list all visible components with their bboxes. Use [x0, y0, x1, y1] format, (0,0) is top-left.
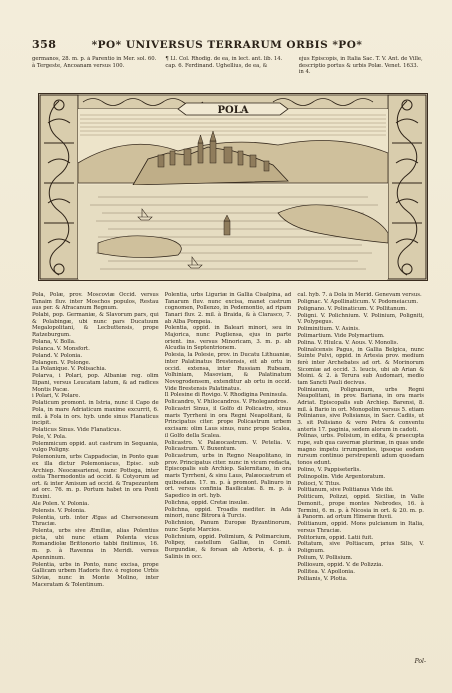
woodcut-illustration — [38, 93, 428, 281]
dictionary-entry: Polemonium, urbs Cappadociæ, in Ponto quæ ex illa dictur Polemoniacus, Episc. sub Archiep. Neocæsariensi, nunc Pottega, inter ostia Thermodontis ad occid. & Cotyorum ad ort. & inter Amisum ad occid. & Trapezuntem ad orc. 76. m. p. Portum habet in ora Ponti Euxini. — [32, 454, 159, 501]
dictionary-entry: Pollianis, V. Plotia. — [297, 575, 348, 582]
dictionary-entry: Poligni. V. Polichnium. V. Polinium, Poligniti, V. Polypegus. — [297, 312, 425, 326]
dictionary-entry: Pola, Polæ, prov. Moscoviæ Occid. versus Tanaim fluv. inter Moschos populos, Restau aus per. & Afracanum Regnum. — [32, 292, 159, 312]
top-continued-text — [32, 56, 424, 90]
top-text-col-1: germanos, 28. m. p. à Parentio in Mer. sol. 60. à Tergeste, Ancoanam versus 100. — [32, 56, 157, 69]
dictionary-entry: Polichnium, oppid. Polimium, & Polimarcium, Polipey, castellum Galliæ, in Comit. Burgundiæ, & forsan ab Arboria, 4. p. à Salinis in occ. — [164, 533, 292, 560]
dictionary-entry: Pole, V. Pola. — [32, 433, 67, 440]
dictionary-entry: Polaticum promont. in Istria, nunc il Capo de Pola, in mare Adriaticum maxime excurrit, 6. mil. à Fola in ors. hyb. unde sinus Flanaticus incipit. — [32, 400, 159, 427]
dictionary-entry: Polioci, V. Titus. — [297, 480, 341, 487]
dictionary-entry: Polesia, la Polesie, prov. in Ducatu Lithuaniæ, inter Palatinatus Brestensis, eit ab ortu in occid. extensa, inter Russiam Rubeam, Volhiniam, Masoviam, & Palatinatum Novogrodensem, extenditur ab ortu in occid. Vide Brestensis Palatinatus. — [164, 352, 292, 392]
dictionary-entry: Polinalcensis Pagus, in Gallia Belgica, nunc Suinte Pulvi, oppid. in Artesia prov. medium ferè inter Archebates ad ort. & Morinorum Sicomiæ ad occid. 3. leucis, ubi ab Arian & Moini. & 2. à Terura sub Audomari, medio tam Sancti Pauli decivus. — [297, 346, 425, 386]
city-view-scene — [78, 109, 388, 279]
dictionary-entry: Polanca. V. Monsfort. — [32, 345, 90, 352]
dictionary-entry: Polangen. V. Polonge. — [32, 359, 91, 366]
dictionary-entry: Policastri Sinus, il Golfo di Policastro, sinus maris Tyrrheni in ora Regni Neapolitani, & Principatus citer. prope Policastrum urbem excisam: olim Laus sinus, nunc prope Scalea, il Golfo della Scalea. — [164, 406, 292, 439]
banner-label: POLA — [217, 105, 249, 116]
dictionary-entry: Pollitea. V. Apollonia. — [297, 568, 355, 575]
dictionary-entry: Polabi, pop. Germaniæ, & Slavorum pars, qui & Polabingæ, ubi nunc pars Ducatuum Megalopolitani, & Lecbuttensis, prope Ratzeburgum. — [32, 312, 159, 339]
dictionary-entry: Polana, V. Bolla. — [32, 338, 76, 345]
left-ornament-pillar — [40, 95, 78, 279]
running-header — [32, 38, 422, 52]
dictionary-entry: Poliminitium. V. Asinis. — [297, 326, 360, 333]
dictionary-entry: cal. hyb. 7. à Dola in Merid. Genevam versus. — [297, 292, 422, 298]
dictionary-entry: Polenta, urbs sive Æmiliæ, alias Polentius picta, ubi nunc etiam Polenta vicus Romandiolæ Brittonorio tabbi finitimus, 16. m. p. à Ravenna in Meridi. versus Apenninum. — [32, 528, 159, 561]
dictionary-entry: Poltatum, sive Poltiacum, prius Silis, V. Polignum. — [297, 541, 425, 555]
dictionary-entry: Polinianum, Polignanum, urbs Regni Neapolitani, in prov. Bariana, in ora maris Adriat. Episcopalis sub Archiep. Barensi, 8. mil. à Bario in ort. Monopolim versus 5. etiam Polinianus, sive Polisianus, in Sacr. Cadiis, ut 3. sit Polisiano & vero Petra & conventu anteris 17. paginia, sedem alorum in cadoti. — [297, 386, 425, 433]
dictionary-entry: Polichnion, Panum Europæ Byzantinorum, nunc Septe Marcios. — [164, 520, 292, 533]
dictionary-entry: Polentia, urb. inter Ægas ad Chersonesum Thraciæ. — [32, 514, 159, 528]
dictionary-entry: Polichna, oppid. Cretæ insulæ. — [164, 499, 249, 506]
dictionary-entry: Polentia, oppid. in Baleari minori, seu in Majorica, nunc Pugliensa, ejus in parte orient. ins. versus Minoricam, 3. m. p. ab Alcudia in Septentrionem. — [164, 325, 292, 352]
text-column-3 — [297, 292, 424, 673]
top-text-col-2: ¶ Ll. Col. Rhodig. de ea, in lect. ant. lib. 14. cap. 6. Ferdinand. Ughellius, de ea, & — [165, 56, 283, 69]
dictionary-entry: Polino, V. Pappiseterlis. — [297, 466, 362, 473]
dictionary-entry: Polium, V. Pollisium. — [297, 554, 353, 561]
dictionary-entry: Il Polesine di Rovigo. V. Rhodigina Peninsula. — [164, 392, 288, 399]
dictionary-entry: Polentia, urbs in Ponto, nunc excisa, prope Gallicam urbem Hadoris fluv. è regione Urbis Silviæ, nunc in Monte Molino, inter Maceratam & Tolentinum. — [32, 561, 159, 588]
dictionary-columns — [32, 292, 424, 673]
dictionary-entry: Polichna, oppid. Troadis mediter. in Ada minori, nunc Bitrora à Turcis. — [164, 506, 292, 520]
dictionary-entry: Polignac. V. Apollinaticum. V. Podomeiacum. — [297, 298, 419, 305]
text-column-2 — [165, 292, 292, 673]
top-text-col-3: ejus Episcopis, in Italia Sac. T. V. Ant. de Ville, descriptio portus & urbis Polæ. Venet. 1633. in 4. — [298, 56, 423, 76]
dictionary-entry: Polentia, urbs Liguriæ in Gallia Cisalpina, ad Tanarum fluv. nunc excisa, manet castrum cognomen, Pollenzo, in Pedemontio, ad ripam Tanari fluv. 2. mil. à Braida, & à Clarasco, 7. ab Alba Pompeia. — [164, 292, 292, 325]
dictionary-entry: Polarva, i Polari, pop. Albaniæ reg. olim Ilipani, versus Leucatam latum, & ad radices Montis Pacæ. — [32, 373, 159, 393]
dictionary-entry: Politianum, sive Politianus Vide ibi. — [297, 487, 394, 494]
dictionary-entry: Policastro. V. Palæocastrum. V. Petelia. V. Policastrum. V. Buxentum. — [164, 439, 292, 453]
page-number: 358 — [32, 38, 57, 51]
dictionary-entry: i Polari, V. Polare. — [32, 393, 81, 400]
dictionary-entry: Polensis. V. Polonia. — [32, 507, 86, 514]
dictionary-entry: Policandro, V. Philocandros. V. Pholegandros. — [164, 399, 289, 406]
dictionary-entry: Polaticus Sinus. Vide Flanaticus. — [32, 427, 122, 433]
title-banner — [178, 103, 288, 116]
dictionary-entry: Polina. V. Hiulca. V. Aous. V. Monolis. — [297, 339, 399, 346]
dictionary-entry: Polinas, urbs. Polisium, in edita, & praecupta rupe, sub qua cavernæ plurimæ, in quas unde magno impetu irrumpentes, ipsoque eodem rursum continuo perstrepenti adum quosdam tonos edunt. — [297, 433, 425, 467]
running-title: *PO* UNIVERSUS TERRARUM ORBIS *PO* — [91, 39, 363, 51]
dictionary-entry: Policastrum, urbs in Regno Neapolitano, in prov. Principatus citer. nunc in vicum redacta, Episcopalis sub Archiep. Salernitano, in ora maris Tyrrheni, & sinu Laus, Palæocastrum et quibusdam. 17. m. p. à promont. Palinuro in ort. versus confinia Basilicatæ. 8. m. p. à Sapedico in ort. hyb. — [164, 453, 292, 499]
dictionary-entry: Polemmicum oppid. aut castrum in Sequania, vulgo Poligny. — [32, 440, 159, 454]
dictionary-entry: Polignano. V. Polinaticum. V. Pollitanum. — [297, 305, 408, 312]
text-column-1 — [32, 292, 159, 673]
right-ornament-pillar — [388, 95, 426, 279]
dictionary-entry: Politorium, oppid. Latii fuit. — [297, 534, 374, 541]
dictionary-entry: Poland. V. Polonia. — [32, 352, 83, 359]
dictionary-entry: Politianum, oppid. Mons pulcianum in Italia, versus Thraciæ. — [297, 521, 425, 534]
dictionary-entry: Politicum, Polizzi, oppid. Siciliæ, in Valle Demonit., prope montes Nebrodes, 16. à Termini, 6. m. p. à Nicosia in ort. & 20. m. p. à Panorm. ad ortum Himeræ fluvii. — [297, 494, 425, 521]
dictionary-entry: Polliosum, oppid. V. de Polizzia. — [297, 561, 384, 568]
catchword: Pol- — [414, 658, 426, 665]
dictionary-entry: Ale Polen. V. Polonia. — [32, 500, 90, 507]
dictionary-entry: Polimartium. Vide Polymartium. — [297, 332, 385, 339]
dictionary-entry: La Polanique. V. Polisachia. — [32, 366, 107, 373]
dictionary-entry: Polinopolin. Vide Argentoratum. — [297, 473, 386, 480]
